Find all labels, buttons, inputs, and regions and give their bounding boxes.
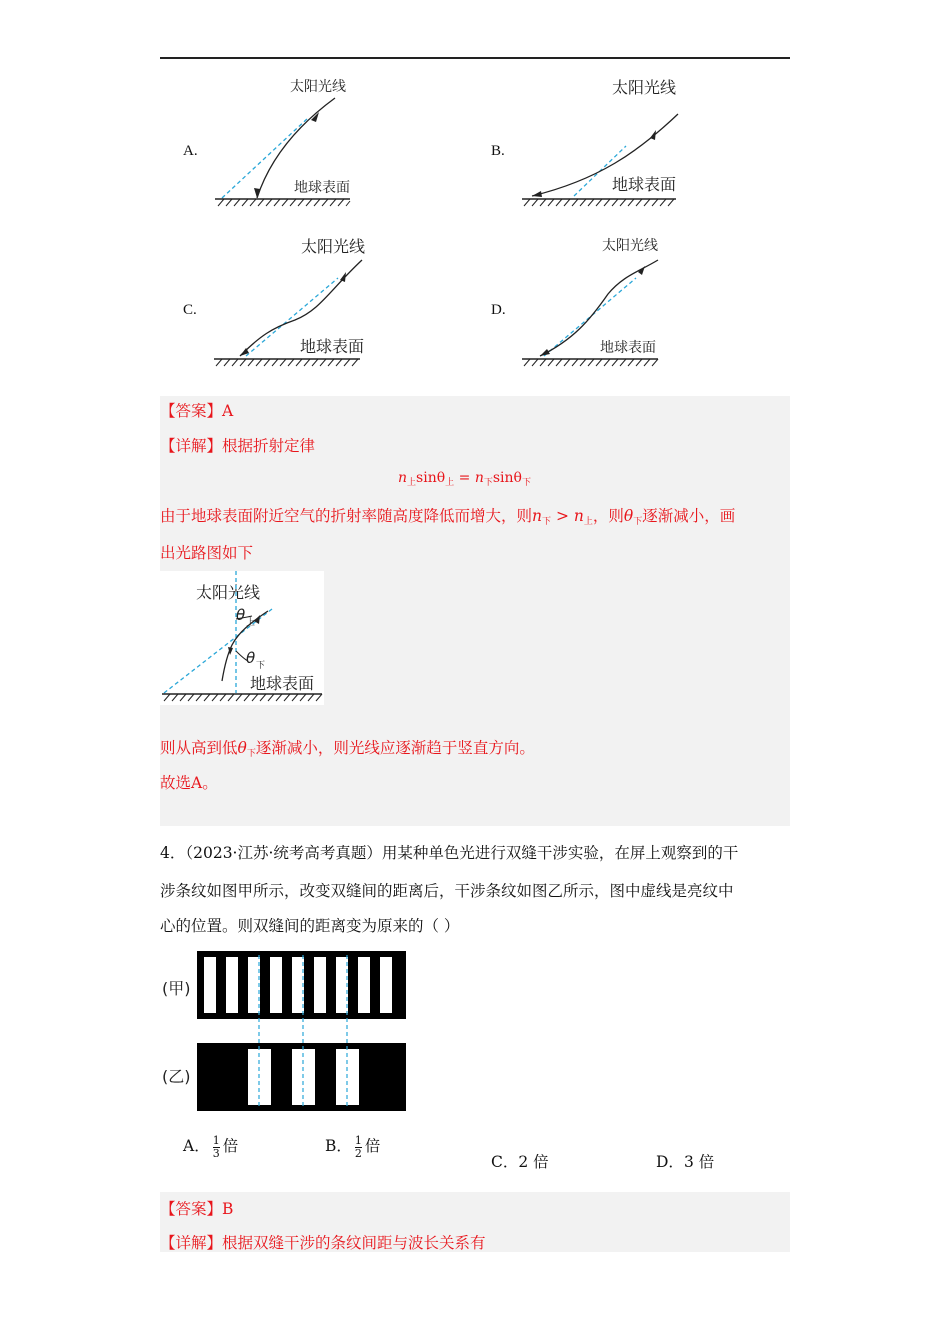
option-a-label: A. bbox=[183, 143, 198, 159]
detail-line-q4: 【详解】根据双缝干涉的条纹间距与波长关系有 bbox=[160, 1234, 486, 1252]
sunlight-label: 太阳光线 bbox=[196, 583, 261, 602]
theta-top-label: θ bbox=[236, 606, 246, 624]
answer-line-q3 bbox=[160, 399, 233, 421]
label-jia: (甲) bbox=[162, 979, 191, 998]
detail-tag: 【详解】 bbox=[160, 437, 223, 455]
light-path-diagram bbox=[160, 571, 324, 705]
interference-fringe-figure bbox=[160, 945, 420, 1115]
header-rule bbox=[160, 57, 790, 59]
sunlight-label: 太阳光线 bbox=[290, 79, 346, 95]
figure-option-d bbox=[518, 228, 668, 373]
earth-surface-label: 地球表面 bbox=[612, 175, 677, 194]
theta-top-sub: 上 bbox=[246, 618, 256, 628]
earth-surface-label: 地球表面 bbox=[250, 674, 315, 693]
question4-line2: 涉条纹如图甲所示，改变双缝间的距离后，干涉条纹如图乙所示，图中虚线是亮纹中 bbox=[160, 882, 734, 900]
choice-b[interactable]: B． $\frac{1}{2}$ 倍 bbox=[325, 1133, 381, 1160]
theta-bottom-label: θ bbox=[246, 649, 256, 667]
final-choice-line: 故选A。 bbox=[160, 774, 218, 792]
answer-tag: 【答案】 bbox=[160, 402, 223, 420]
answer-value: A bbox=[222, 402, 234, 420]
detail-text: 根据折射定律 bbox=[222, 437, 316, 455]
snell-formula: $n_上\sin\theta_上 = n_下\sin\theta_下$ bbox=[398, 470, 531, 488]
conclusion-line: 则从高到低$\theta_下$逐渐减小，则光线应逐渐趋于竖直方向。 bbox=[160, 739, 535, 759]
option-d-label: D. bbox=[491, 302, 506, 318]
reason-line-1: 由于地球表面附近空气的折射率随高度降低而增大，则$n_下 > n_上$，则$\theta_下$逐渐减小，画 bbox=[160, 507, 736, 527]
answer-line-q4: 【答案】B bbox=[160, 1200, 234, 1218]
earth-surface-label: 地球表面 bbox=[294, 180, 350, 196]
option-b-label: B. bbox=[491, 143, 505, 159]
earth-surface-label: 地球表面 bbox=[300, 337, 365, 356]
choice-c[interactable]: C．2 倍 bbox=[491, 1153, 549, 1171]
fraction-one-third: $\frac{1}{3}$ bbox=[212, 1133, 220, 1160]
sunlight-label: 太阳光线 bbox=[602, 238, 658, 254]
reason-line-2: 出光路图如下 bbox=[160, 544, 254, 562]
theta-bottom-sub: 下 bbox=[256, 661, 266, 671]
question4-line3: 心的位置。则双缝间的距离变为原来的（ ） bbox=[160, 917, 460, 935]
option-c-label: C. bbox=[183, 302, 197, 318]
figure-option-c bbox=[210, 228, 370, 373]
choice-d[interactable]: D．3 倍 bbox=[656, 1153, 715, 1171]
label-yi: (乙) bbox=[162, 1067, 191, 1086]
choice-a[interactable]: A． $\frac{1}{3}$ 倍 bbox=[183, 1133, 239, 1160]
figure-option-a bbox=[210, 72, 370, 212]
question4-line1: 4．（2023·江苏·统考高考真题）用某种单色光进行双缝干涉实验，在屏上观察到的干 bbox=[160, 844, 739, 862]
figure-option-b bbox=[518, 72, 688, 212]
sunlight-label: 太阳光线 bbox=[301, 237, 366, 256]
earth-surface-label: 地球表面 bbox=[600, 340, 656, 356]
sunlight-label: 太阳光线 bbox=[612, 78, 677, 97]
detail-line-q3 bbox=[160, 434, 315, 456]
fraction-one-half: $\frac{1}{2}$ bbox=[354, 1133, 362, 1160]
